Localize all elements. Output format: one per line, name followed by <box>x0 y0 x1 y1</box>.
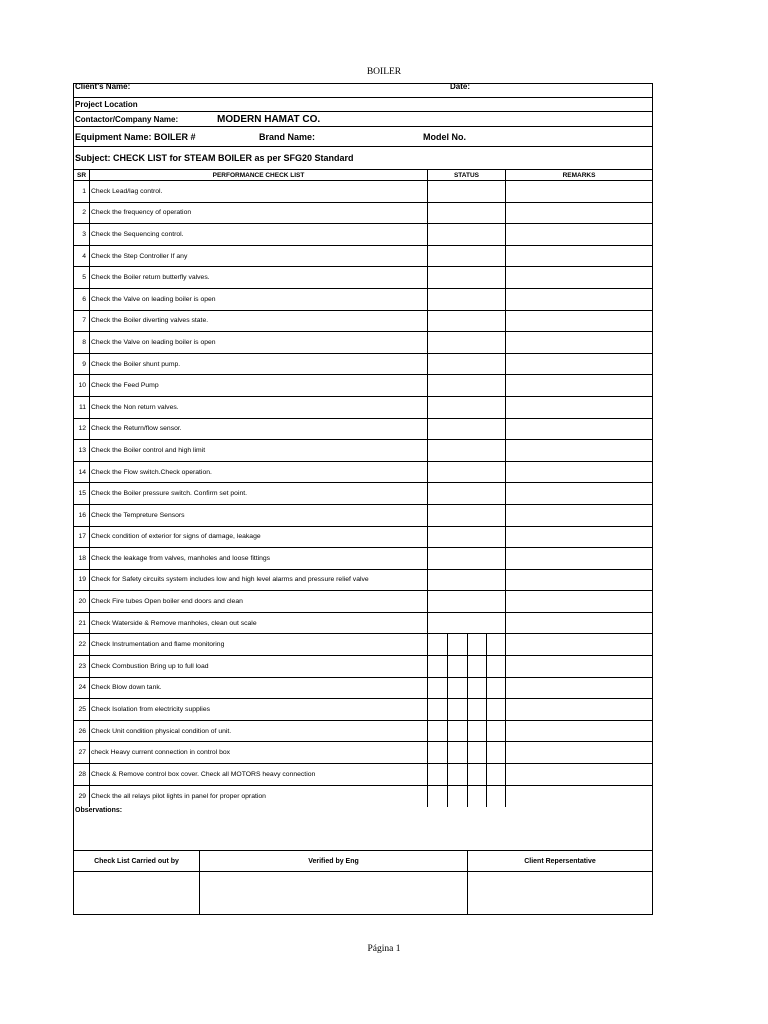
check-item-text: Check the Flow switch.Check operation. <box>90 462 428 483</box>
remarks-cell[interactable] <box>506 419 652 440</box>
table-row <box>74 786 652 808</box>
status-subcell-divider <box>486 764 487 785</box>
status-subcell-divider <box>467 742 468 763</box>
check-item-text: Check the all relays pilot lights in panel for proper opration <box>90 786 428 808</box>
status-cell[interactable] <box>428 397 506 418</box>
sr-cell: 1 <box>74 181 90 202</box>
sr-cell: 15 <box>74 483 90 504</box>
status-cell[interactable] <box>428 721 506 742</box>
sr-cell: 29 <box>74 786 90 808</box>
check-item-text: Check & Remove control box cover. Check all MOTORS heavy connection <box>90 764 428 785</box>
remarks-cell[interactable] <box>506 440 652 461</box>
table-row <box>74 764 652 786</box>
status-cell[interactable] <box>428 354 506 375</box>
project-row <box>74 98 652 112</box>
table-row <box>74 181 652 203</box>
status-subcell-divider <box>486 721 487 742</box>
remarks-cell[interactable] <box>506 181 652 202</box>
check-item-text: Check the frequency of operation <box>90 203 428 224</box>
check-item-text: Check the Feed Pump <box>90 375 428 396</box>
remarks-cell[interactable] <box>506 462 652 483</box>
status-cell[interactable] <box>428 570 506 591</box>
sr-cell: 8 <box>74 332 90 353</box>
sr-cell: 9 <box>74 354 90 375</box>
status-cell[interactable] <box>428 246 506 267</box>
table-row <box>74 742 652 764</box>
check-item-text: Check the Tempreture Sensors <box>90 505 428 526</box>
table-row <box>74 311 652 333</box>
sr-cell: 19 <box>74 570 90 591</box>
sr-cell: 26 <box>74 721 90 742</box>
check-item-text: Check the Non return valves. <box>90 397 428 418</box>
status-cell[interactable] <box>428 678 506 699</box>
status-subcell-divider <box>447 786 448 808</box>
equipment-row <box>74 127 652 147</box>
sr-cell: 25 <box>74 699 90 720</box>
check-item-text: Check Lead/lag control. <box>90 181 428 202</box>
status-cell[interactable] <box>428 375 506 396</box>
status-subcell-divider <box>447 699 448 720</box>
table-row <box>74 332 652 354</box>
status-subcell-divider <box>447 742 448 763</box>
client-row <box>74 84 652 98</box>
sr-cell: 23 <box>74 656 90 677</box>
check-item-text: Check Instrumentation and flame monitoring <box>90 634 428 655</box>
verified-label: Verified by Eng <box>200 851 468 871</box>
status-subcell-divider <box>486 656 487 677</box>
remarks-cell[interactable] <box>506 764 652 785</box>
remarks-cell[interactable] <box>506 311 652 332</box>
subject-text: Subject: CHECK LIST for STEAM BOILER as per SFG20 Standard <box>75 153 354 163</box>
status-cell[interactable] <box>428 591 506 612</box>
sr-header: SR <box>74 170 90 180</box>
remarks-cell[interactable] <box>506 570 652 591</box>
observations-label: Observations: <box>75 807 123 815</box>
table-row <box>74 721 652 743</box>
status-subcell-divider <box>447 678 448 699</box>
table-row <box>74 527 652 549</box>
status-cell[interactable] <box>428 332 506 353</box>
remarks-cell[interactable] <box>506 634 652 655</box>
check-item-text: Check the Boiler return butterfly valves. <box>90 267 428 288</box>
remarks-cell[interactable] <box>506 527 652 548</box>
model-label: Model No. <box>423 131 466 142</box>
status-cell[interactable] <box>428 527 506 548</box>
check-item-text: check Heavy current connection in control box <box>90 742 428 763</box>
remarks-cell[interactable] <box>506 332 652 353</box>
remarks-cell[interactable] <box>506 267 652 288</box>
status-cell[interactable] <box>428 699 506 720</box>
remarks-cell[interactable] <box>506 786 652 808</box>
remarks-cell[interactable] <box>506 375 652 396</box>
table-row <box>74 613 652 635</box>
status-cell[interactable] <box>428 548 506 569</box>
table-row <box>74 462 652 484</box>
boiler-checklist-form <box>73 83 653 915</box>
remarks-cell[interactable] <box>506 203 652 224</box>
status-subcell-divider <box>486 634 487 655</box>
status-subcell-divider <box>467 699 468 720</box>
check-item-text: Check condition of exterior for signs of damage, leakage <box>90 527 428 548</box>
status-subcell-divider <box>486 786 487 808</box>
sr-cell: 28 <box>74 764 90 785</box>
contractor-label: Contactor/Company Name: <box>75 114 179 124</box>
remarks-cell[interactable] <box>506 246 652 267</box>
status-subcell-divider <box>447 656 448 677</box>
table-row <box>74 246 652 268</box>
status-subcell-divider <box>467 721 468 742</box>
verified-signature-box[interactable] <box>200 872 468 914</box>
check-item-text: Check the Boiler pressure switch. Confirm set point. <box>90 483 428 504</box>
status-subcell-divider <box>447 634 448 655</box>
sr-cell: 14 <box>74 462 90 483</box>
remarks-cell[interactable] <box>506 289 652 310</box>
check-item-text: Check the Valve on leading boiler is open <box>90 332 428 353</box>
sr-cell: 21 <box>74 613 90 634</box>
subject-row <box>74 147 652 170</box>
status-subcell-divider <box>486 699 487 720</box>
status-cell[interactable] <box>428 203 506 224</box>
project-location-label: Project Location <box>75 100 138 109</box>
sr-cell: 13 <box>74 440 90 461</box>
table-row <box>74 397 652 419</box>
check-item-text: Check for Safety circuits system includes low and high level alarms and pressure relief valve <box>90 570 428 591</box>
remarks-cell[interactable] <box>506 548 652 569</box>
status-cell[interactable] <box>428 419 506 440</box>
status-subcell-divider <box>447 721 448 742</box>
table-row <box>74 634 652 656</box>
carried-out-label: Check List Carried out by <box>74 851 200 871</box>
status-cell[interactable] <box>428 786 506 808</box>
status-subcell-divider <box>486 678 487 699</box>
status-subcell-divider <box>467 786 468 808</box>
sr-cell: 3 <box>74 224 90 245</box>
client-representative-label: Client Repersentative <box>524 857 596 865</box>
remarks-cell[interactable] <box>506 505 652 526</box>
checklist-items <box>74 181 652 807</box>
table-row <box>74 354 652 376</box>
remarks-cell[interactable] <box>506 699 652 720</box>
observations-row[interactable] <box>74 807 652 851</box>
table-row <box>74 289 652 311</box>
table-row <box>74 591 652 613</box>
remarks-cell[interactable] <box>506 613 652 634</box>
table-row <box>74 699 652 721</box>
table-row <box>74 419 652 441</box>
client-name-label: Client's Name: <box>75 82 131 91</box>
table-row <box>74 483 652 505</box>
status-cell[interactable] <box>428 440 506 461</box>
remarks-cell[interactable] <box>506 483 652 504</box>
check-item-text: Check the Return/flow sensor. <box>90 419 428 440</box>
sr-cell: 18 <box>74 548 90 569</box>
remarks-cell[interactable] <box>506 224 652 245</box>
sr-cell: 16 <box>74 505 90 526</box>
status-cell[interactable] <box>428 613 506 634</box>
remarks-cell[interactable] <box>506 678 652 699</box>
sr-cell: 24 <box>74 678 90 699</box>
status-header: STATUS <box>428 170 506 180</box>
performance-header: PERFORMANCE CHECK LIST <box>90 170 428 180</box>
carried-out-signature-box[interactable] <box>74 872 200 914</box>
table-row <box>74 570 652 592</box>
brand-label: Brand Name: <box>259 131 316 142</box>
check-item-text: Check the Boiler diverting valves state. <box>90 311 428 332</box>
equipment-label: Equipment Name: BOILER # <box>75 131 196 142</box>
status-cell[interactable] <box>428 289 506 310</box>
status-cell[interactable] <box>428 267 506 288</box>
remarks-cell[interactable] <box>506 397 652 418</box>
page-footer: Página 1 <box>367 944 401 954</box>
status-cell[interactable] <box>428 764 506 785</box>
check-item-text: Check Fire tubes Open boiler end doors and clean <box>90 591 428 612</box>
check-item-text: Check Combustion Bring up to full load <box>90 656 428 677</box>
sr-cell: 4 <box>74 246 90 267</box>
status-subcell-divider <box>467 764 468 785</box>
client-signature-box[interactable] <box>468 872 652 914</box>
status-cell[interactable] <box>428 224 506 245</box>
table-row <box>74 203 652 225</box>
sr-cell: 6 <box>74 289 90 310</box>
status-cell[interactable] <box>428 742 506 763</box>
sr-cell: 27 <box>74 742 90 763</box>
status-cell[interactable] <box>428 311 506 332</box>
status-cell[interactable] <box>428 462 506 483</box>
remarks-cell[interactable] <box>506 354 652 375</box>
remarks-cell[interactable] <box>506 742 652 763</box>
table-header <box>74 170 652 181</box>
remarks-cell[interactable] <box>506 656 652 677</box>
status-subcell-divider <box>467 656 468 677</box>
sr-cell: 17 <box>74 527 90 548</box>
check-item-text: Check the leakage from valves, manholes and loose fittings <box>90 548 428 569</box>
status-cell[interactable] <box>428 656 506 677</box>
page-header: BOILER <box>366 67 402 77</box>
status-subcell-divider <box>486 742 487 763</box>
table-row <box>74 656 652 678</box>
status-cell[interactable] <box>428 505 506 526</box>
table-row <box>74 548 652 570</box>
check-item-text: Check Unit condition physical condition of unit. <box>90 721 428 742</box>
table-row <box>74 375 652 397</box>
check-item-text: Check the Valve on leading boiler is open <box>90 289 428 310</box>
contractor-row <box>74 112 652 127</box>
date-label: Date: <box>450 82 471 91</box>
check-item-text: Check the Boiler shunt pump. <box>90 354 428 375</box>
sr-cell: 22 <box>74 634 90 655</box>
signature-header-row <box>74 851 652 872</box>
sr-cell: 11 <box>74 397 90 418</box>
table-row <box>74 267 652 289</box>
status-cell[interactable] <box>428 181 506 202</box>
check-item-text: Check Waterside & Remove manholes, clean out scale <box>90 613 428 634</box>
table-row <box>74 224 652 246</box>
sr-cell: 7 <box>74 311 90 332</box>
sr-cell: 2 <box>74 203 90 224</box>
check-item-text: Check the Sequencing control. <box>90 224 428 245</box>
status-subcell-divider <box>467 678 468 699</box>
status-cell[interactable] <box>428 634 506 655</box>
sr-cell: 20 <box>74 591 90 612</box>
status-subcell-divider <box>447 764 448 785</box>
status-cell[interactable] <box>428 483 506 504</box>
signature-box-row <box>74 872 652 914</box>
check-item-text: Check the Boiler control and high limit <box>90 440 428 461</box>
sr-cell: 10 <box>74 375 90 396</box>
remarks-cell[interactable] <box>506 721 652 742</box>
table-row <box>74 440 652 462</box>
sr-cell: 5 <box>74 267 90 288</box>
remarks-header: REMARKS <box>562 171 596 179</box>
check-item-text: Check Blow down tank. <box>90 678 428 699</box>
check-item-text: Check Isolation from electricity supplies <box>90 699 428 720</box>
table-row <box>74 678 652 700</box>
status-subcell-divider <box>467 634 468 655</box>
remarks-cell[interactable] <box>506 591 652 612</box>
contractor-value: MODERN HAMAT CO. <box>217 113 321 125</box>
sr-cell: 12 <box>74 419 90 440</box>
check-item-text: Check the Step Controller If any <box>90 246 428 267</box>
table-row <box>74 505 652 527</box>
